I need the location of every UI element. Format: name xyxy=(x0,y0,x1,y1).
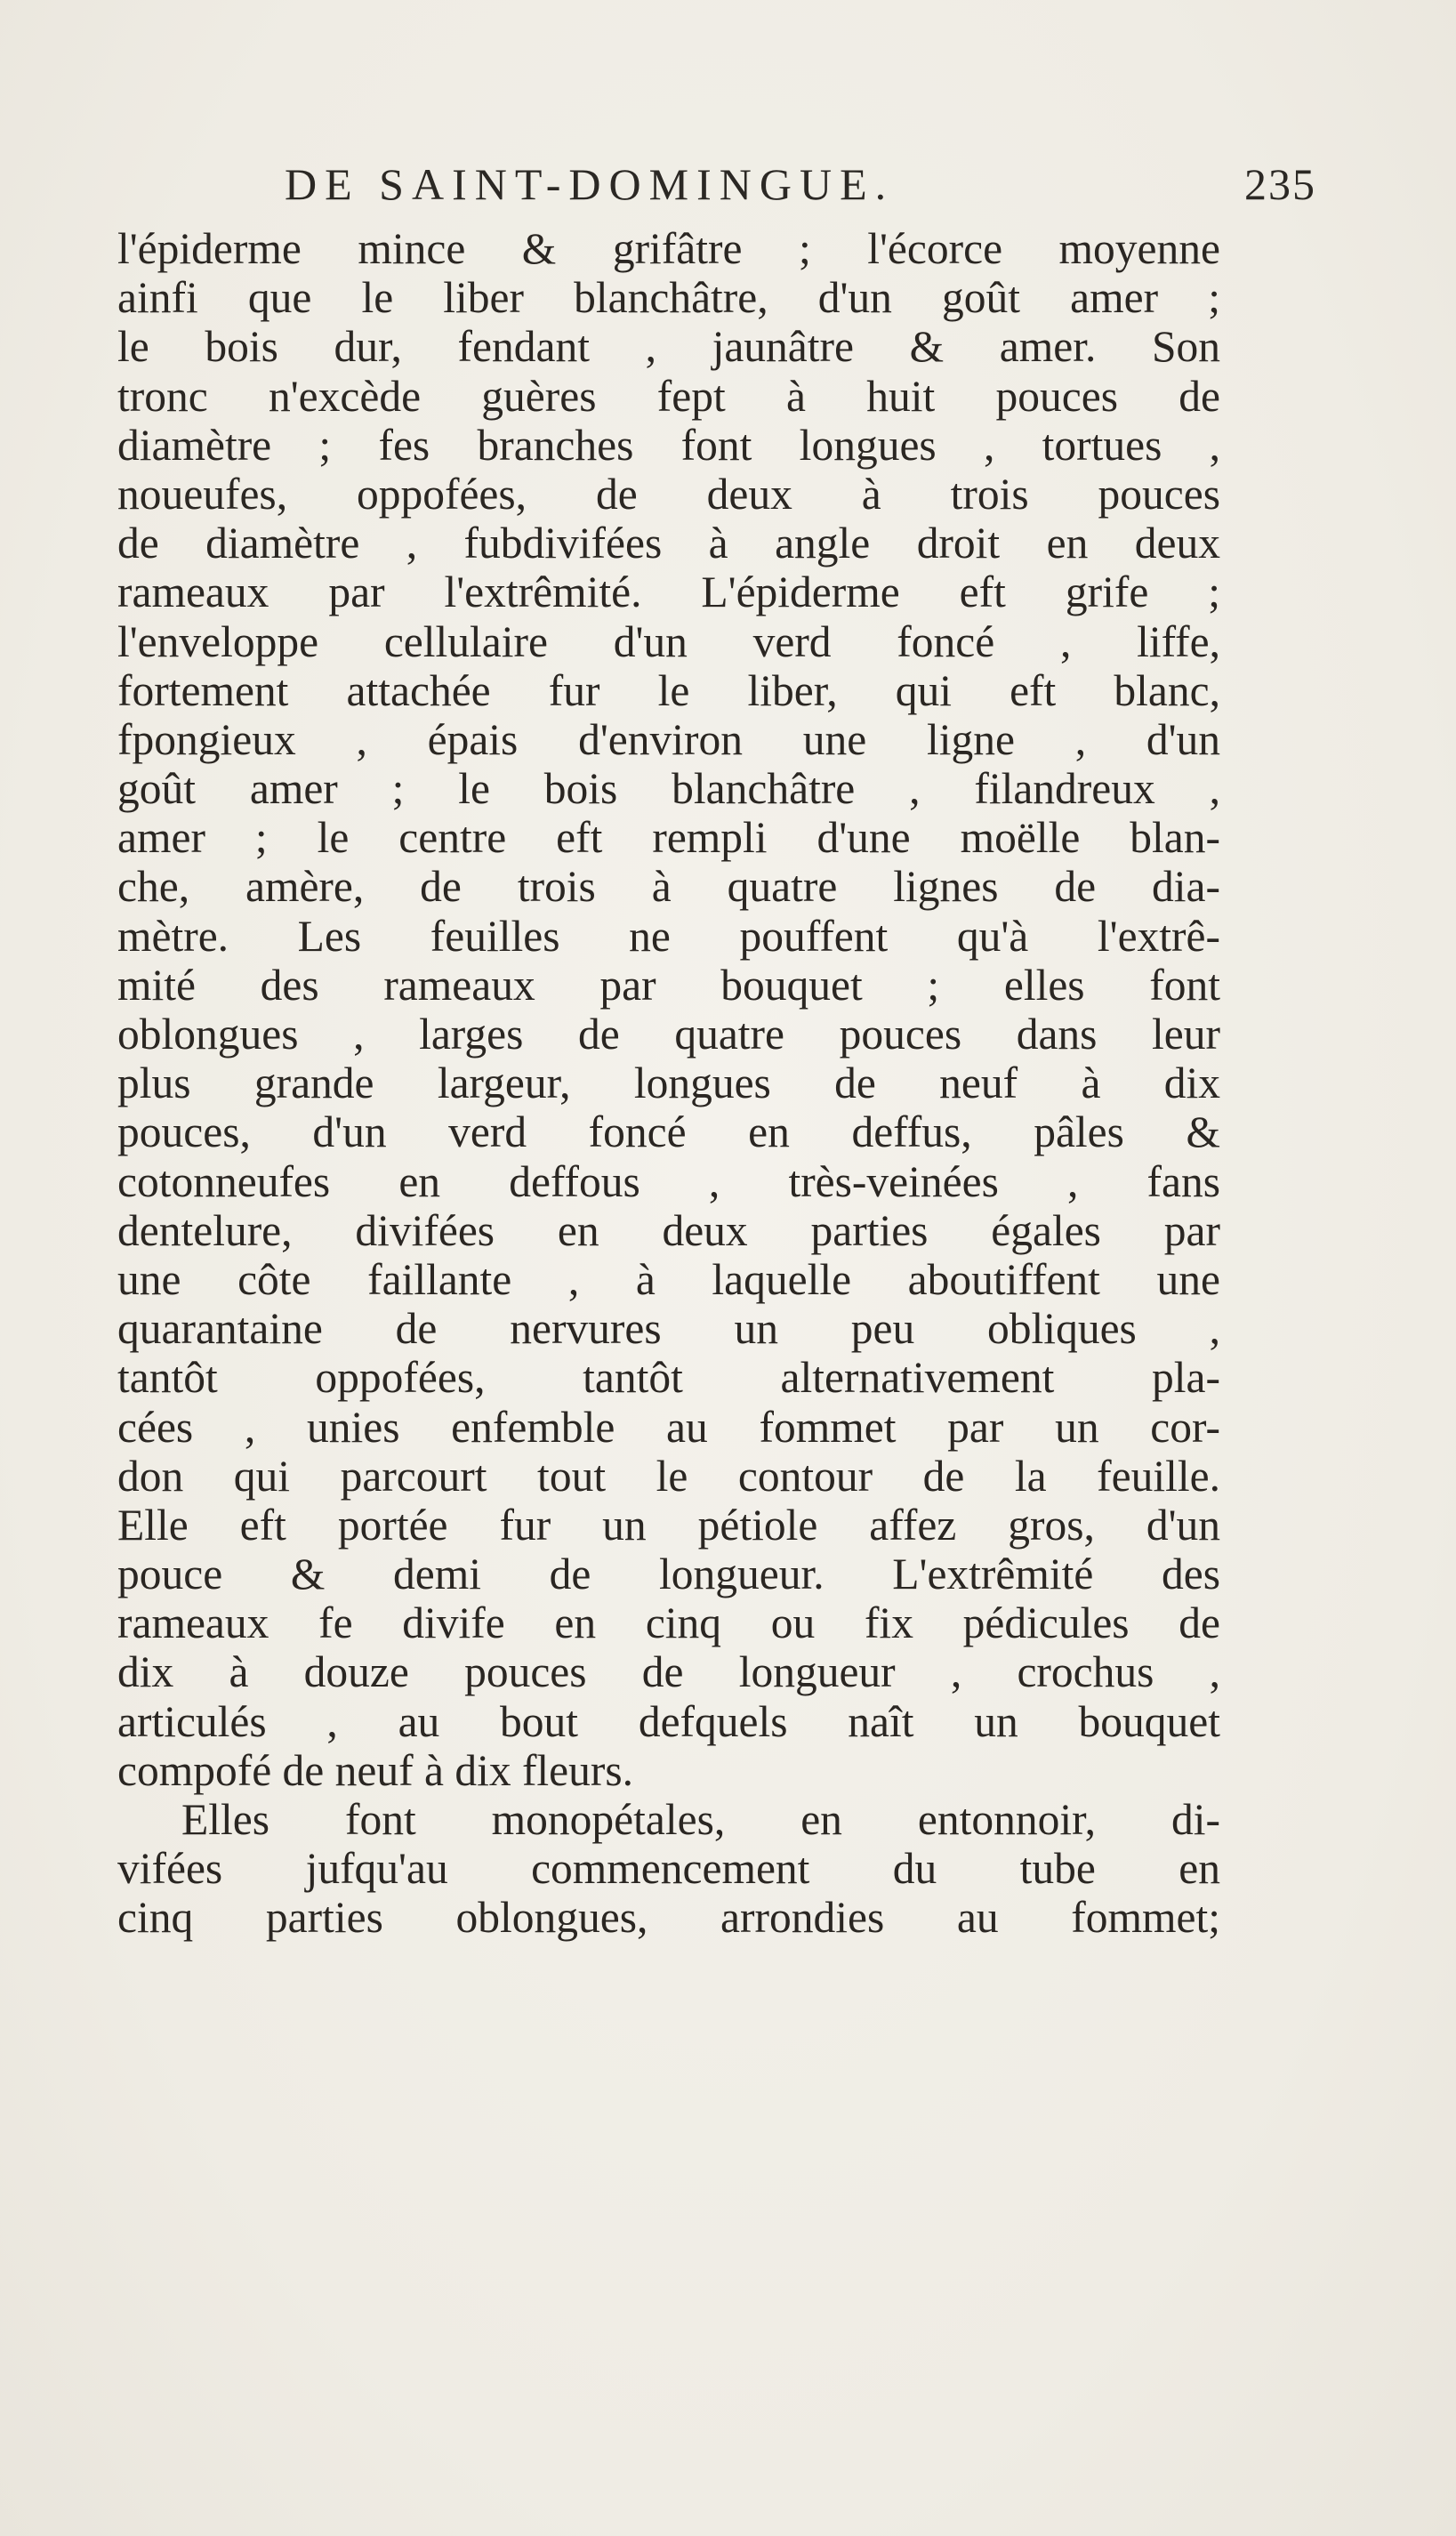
text-line: goût amer ; le bois blanchâtre , filandreux , xyxy=(117,764,1220,814)
text-line: noueufes, oppofées, de deux à trois pouces xyxy=(117,469,1220,519)
text-line: don qui parcourt tout le contour de la feuille. xyxy=(117,1451,1220,1501)
text-line: mètre. Les feuilles ne pouffent qu'à l'extrê- xyxy=(117,911,1220,961)
text-line: le bois dur, fendant , jaunâtre & amer. Son xyxy=(117,322,1220,372)
text-line: fpongieux , épais d'environ une ligne , d'un xyxy=(117,714,1220,764)
text-line: fortement attachée fur le liber, qui eft blanc, xyxy=(117,665,1220,715)
text-line: cinq parties oblongues, arrondies au fommet; xyxy=(117,1893,1220,1943)
body-text xyxy=(117,224,1220,1943)
text-line: vifées jufqu'au commencement du tube en xyxy=(117,1844,1220,1894)
text-line: rameaux fe divife en cinq ou fix pédicules de xyxy=(117,1598,1220,1648)
text-line: dix à douze pouces de longueur , crochus , xyxy=(117,1647,1220,1697)
text-line: plus grande largeur, longues de neuf à dix xyxy=(117,1059,1220,1108)
text-line: che, amère, de trois à quatre lignes de dia- xyxy=(117,862,1220,912)
page-header xyxy=(267,158,1316,229)
text-line: diamètre ; fes branches font longues , tortues , xyxy=(117,420,1220,470)
text-line: tronc n'excède guères fept à huit pouces de xyxy=(117,371,1220,421)
text-line: Elles font monopétales, en entonnoir, di- xyxy=(181,1795,1220,1844)
text-line: une côte faillante , à laquelle aboutiffent une xyxy=(117,1254,1220,1304)
text-line: pouce & demi de longueur. L'extrêmité des xyxy=(117,1550,1220,1599)
text-line: cées , unies enfemble au fommet par un cor- xyxy=(117,1402,1220,1452)
text-line: compofé de neuf à dix fleurs. xyxy=(117,1745,634,1795)
text-line: pouces, d'un verd foncé en deffus, pâles & xyxy=(117,1107,1220,1157)
text-line: l'épiderme mince & grifâtre ; l'écorce moyenne xyxy=(117,224,1220,273)
text-line: oblongues , larges de quatre pouces dans leur xyxy=(117,1010,1220,1059)
page-number: 235 xyxy=(1244,159,1316,209)
text-line: amer ; le centre eft rempli d'une moëlle blan- xyxy=(117,813,1220,863)
text-line: de diamètre , fubdivifées à angle droit en deux xyxy=(117,519,1220,568)
text-line: rameaux par l'extrêmité. L'épiderme eft grife ; xyxy=(117,568,1220,617)
text-line: dentelure, divifées en deux parties égales par xyxy=(117,1205,1220,1255)
text-line: quarantaine de nervures un peu obliques , xyxy=(117,1304,1220,1354)
text-line: ainfi que le liber blanchâtre, d'un goût amer ; xyxy=(117,273,1220,323)
text-line: l'enveloppe cellulaire d'un verd foncé , liffe, xyxy=(117,616,1220,666)
text-line: tantôt oppofées, tantôt alternativement pla- xyxy=(117,1353,1220,1403)
text-line: cotonneufes en deffous , très-veinées , fans xyxy=(117,1156,1220,1206)
text-line: Elle eft portée fur un pétiole affez gros, d'un xyxy=(117,1500,1220,1550)
text-line: articulés , au bout defquels naît un bouquet xyxy=(117,1696,1220,1746)
running-head: DE SAINT-DOMINGUE. xyxy=(285,159,895,209)
text-line: mité des rameaux par bouquet ; elles font xyxy=(117,960,1220,1010)
